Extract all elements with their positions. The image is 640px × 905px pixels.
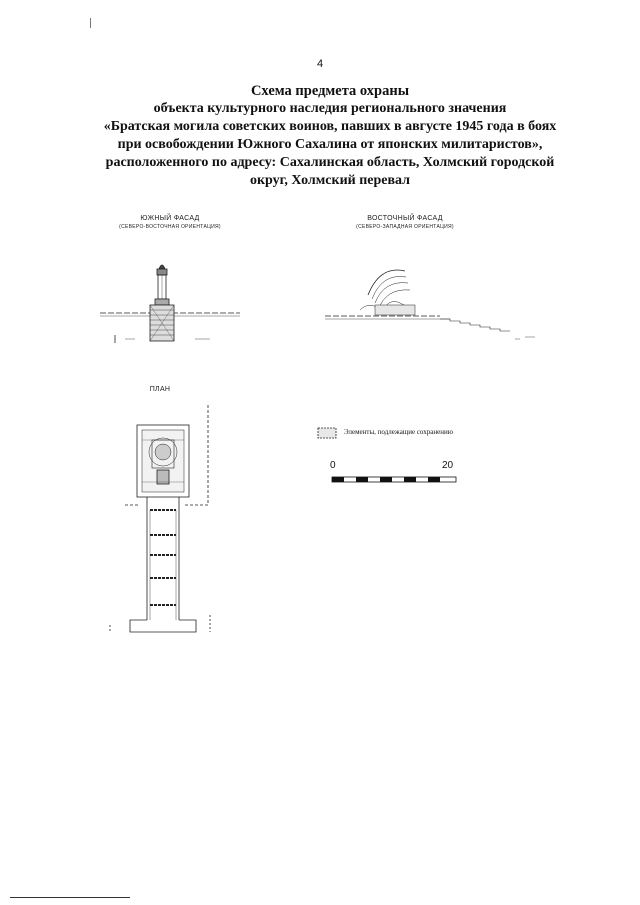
legend-label: Элементы, подлежащие сохранению: [344, 428, 453, 436]
scan-artifact: [10, 897, 130, 898]
scale-max-label: 20: [442, 460, 454, 471]
plan-drawing: [80, 400, 220, 645]
east-facade-drawing: [320, 255, 540, 355]
south-facade-subtitle: (СЕВЕРО-ВОСТОЧНАЯ ОРИЕНТАЦИЯ): [119, 224, 221, 230]
plan-title: ПЛАН: [149, 386, 171, 393]
title-line: округ, Холмский перевал: [249, 173, 411, 188]
scale-min-label: 0: [330, 460, 336, 471]
south-facade-drawing: [95, 255, 245, 355]
title-line: расположенного по адресу: Сахалинская область, Холмский городской: [105, 155, 555, 170]
title-line: Схема предмета охраны: [250, 83, 410, 99]
document-title: [60, 82, 600, 190]
scan-artifact: [90, 18, 91, 28]
south-facade-title: ЮЖНЫЙ ФАСАД: [140, 215, 200, 222]
east-facade-title: ВОСТОЧНЫЙ ФАСАД: [367, 215, 443, 222]
scale-bar-graphic: [330, 474, 460, 486]
title-line: при освобождении Южного Сахалина от японских милитаристов»,: [117, 137, 543, 152]
title-line: объекта культурного наследия регионального значения: [153, 101, 507, 116]
legend-swatch: [317, 427, 337, 439]
east-facade-subtitle: (СЕВЕРО-ЗАПАДНАЯ ОРИЕНТАЦИЯ): [356, 224, 454, 230]
page-number: 4: [316, 58, 324, 70]
title-line: «Братская могила советских воинов, павших в августе 1945 года в боях: [103, 119, 557, 134]
